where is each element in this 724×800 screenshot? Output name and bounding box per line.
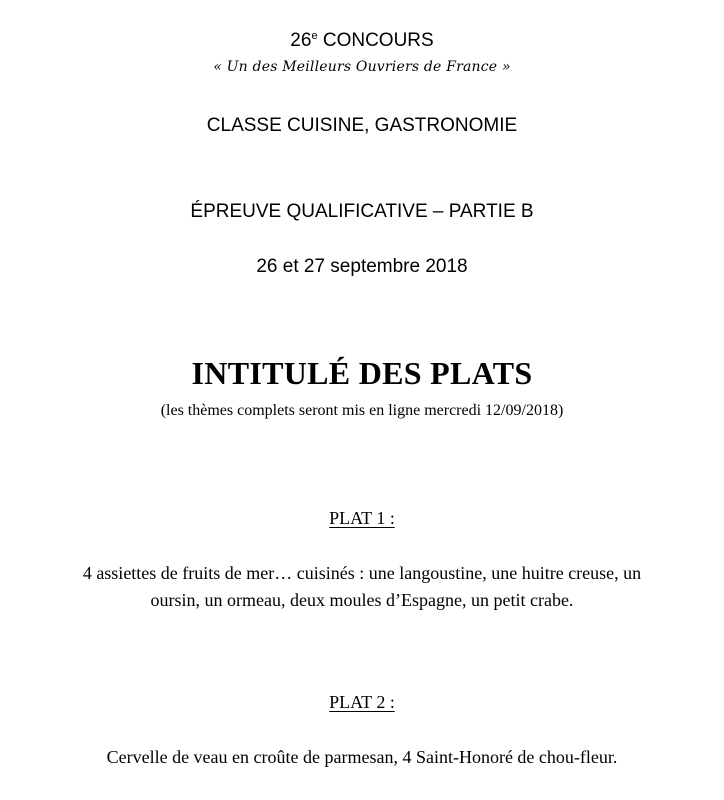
epreuve-title: ÉPREUVE QUALIFICATIVE – PARTIE B [190, 201, 534, 222]
plat-1-description-line-1: 4 assiettes de fruits de mer… cuisinés : une langoustine, une huitre creuse, un [82, 563, 642, 583]
page-title: INTITULÉ DES PLATS [191, 355, 533, 391]
plat-1-title: PLAT 1 : [329, 508, 395, 528]
plat-1-description-line-2: oursin, un ormeau, deux moules d’Espagne, un petit crabe. [150, 590, 574, 610]
publication-note: (les thèmes complets seront mis en ligne mercredi 12/09/2018) [160, 402, 564, 419]
plat-2-title: PLAT 2 : [329, 692, 395, 712]
concours-subtitle: « Un des Meilleurs Ouvriers de France » [213, 59, 511, 75]
concours-title [0, 30, 724, 52]
concours-superscript: e [311, 30, 318, 42]
concours-label: CONCOURS [317, 30, 434, 51]
classe-title: CLASSE CUISINE, GASTRONOMIE [206, 115, 518, 136]
epreuve-dates: 26 et 27 septembre 2018 [256, 256, 468, 277]
concours-number: 26 [290, 30, 312, 51]
plat-2-description-line-1: Cervelle de veau en croûte de parmesan, 4 Saint-Honoré de chou-fleur. [106, 747, 618, 767]
